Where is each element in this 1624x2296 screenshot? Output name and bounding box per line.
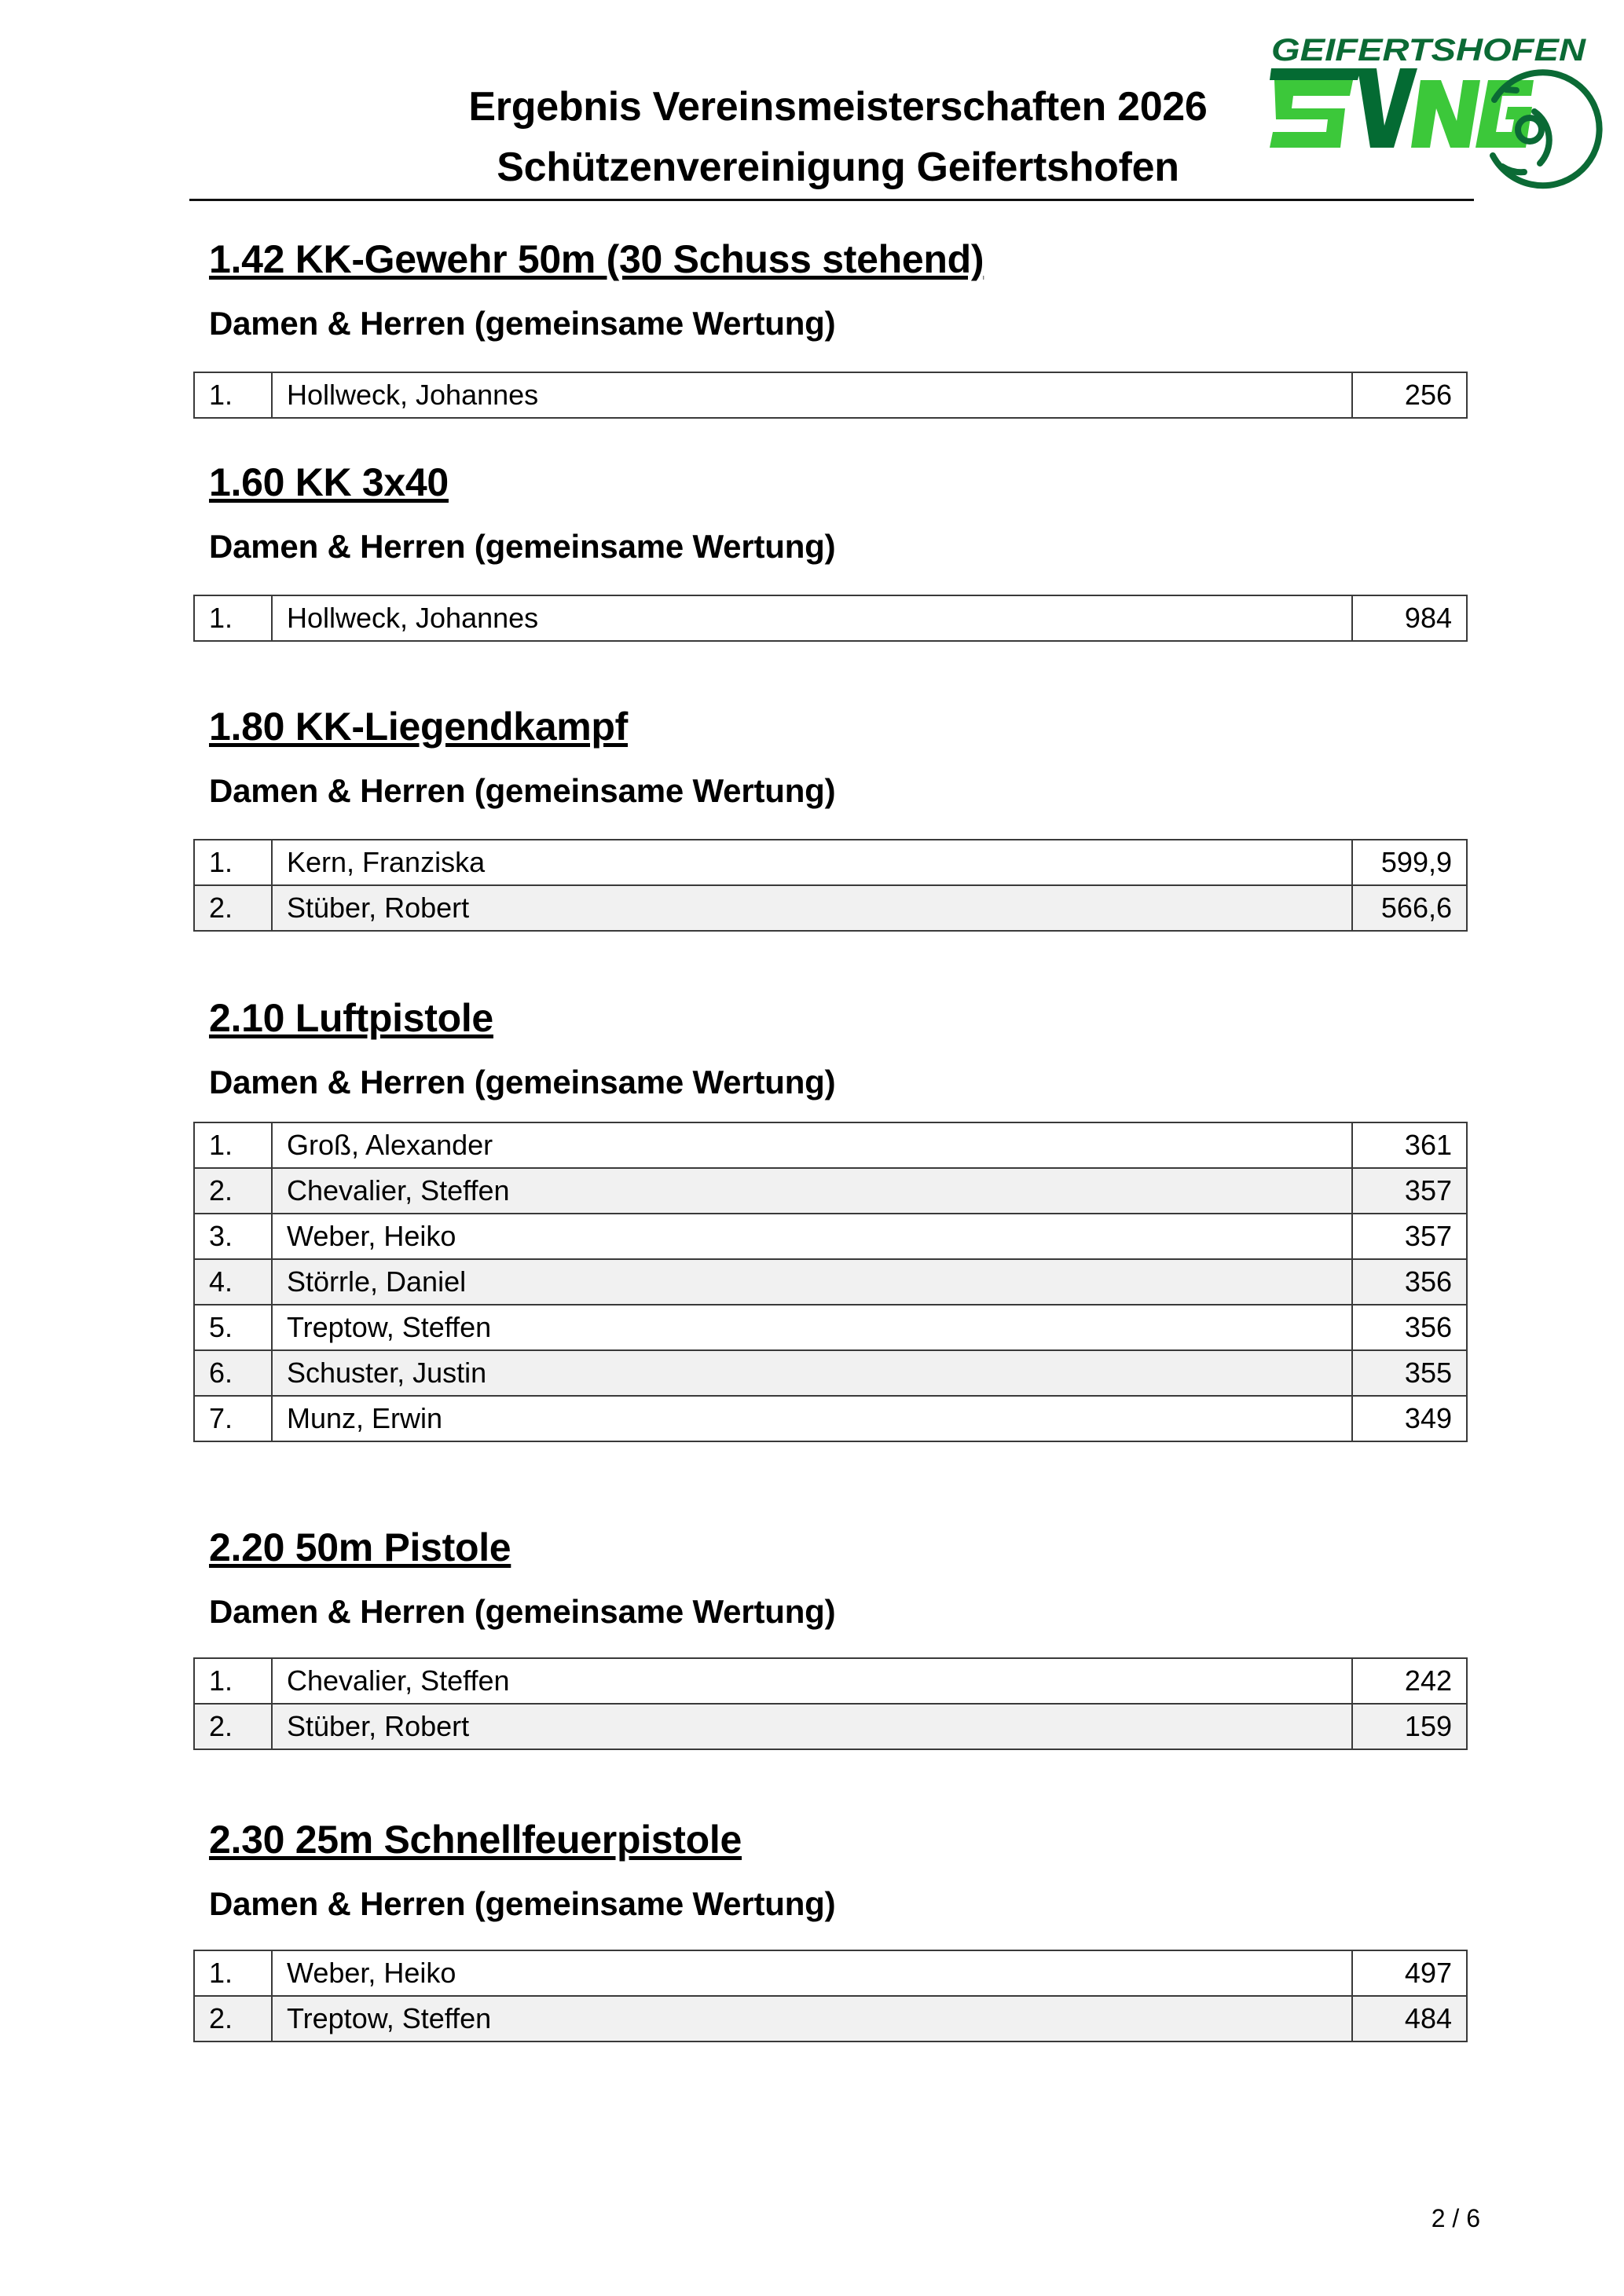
score-cell: 159 — [1352, 1704, 1467, 1749]
table-row — [194, 1168, 1467, 1214]
document-title: Ergebnis Vereinsmeisterschaften 2026 — [468, 84, 1208, 130]
table-row — [194, 1350, 1467, 1396]
score-cell: 357 — [1352, 1168, 1467, 1214]
table-row — [194, 1305, 1467, 1350]
section-heading: 1.60 KK 3x40 — [209, 460, 449, 504]
score-cell: 355 — [1352, 1350, 1467, 1396]
table-row — [194, 595, 1467, 641]
name-cell: Hollweck, Johannes — [272, 372, 1352, 418]
score-cell: 356 — [1352, 1305, 1467, 1350]
section-subheading: Damen & Herren (gemeinsame Wertung) — [209, 772, 836, 809]
name-cell: Kern, Franziska — [272, 840, 1352, 885]
rank-cell: 2. — [194, 885, 272, 931]
score-cell: 484 — [1352, 1996, 1467, 2041]
table-row — [194, 1996, 1467, 2041]
section-subheading: Damen & Herren (gemeinsame Wertung) — [209, 1064, 836, 1100]
section-heading: 2.30 25m Schnellfeuerpistole — [209, 1818, 742, 1862]
table-row — [194, 372, 1467, 418]
rank-cell: 6. — [194, 1350, 272, 1396]
name-cell: Treptow, Steffen — [272, 1996, 1352, 2041]
header-divider — [189, 199, 1474, 201]
logo-top-text: GEIFERTSHOFEN — [1271, 33, 1587, 68]
score-cell: 599,9 — [1352, 840, 1467, 885]
results-table — [193, 839, 1468, 932]
score-cell: 349 — [1352, 1396, 1467, 1441]
club-logo — [1267, 24, 1604, 196]
section-subheading: Damen & Herren (gemeinsame Wertung) — [209, 528, 836, 565]
score-cell: 984 — [1352, 595, 1467, 641]
results-table — [193, 595, 1468, 642]
results-table — [193, 1950, 1468, 2042]
name-cell: Chevalier, Steffen — [272, 1168, 1352, 1214]
rank-cell: 5. — [194, 1305, 272, 1350]
table-row — [194, 1704, 1467, 1749]
section-heading: 1.80 KK-Liegendkampf — [209, 705, 629, 749]
section-subheading: Damen & Herren (gemeinsame Wertung) — [209, 1593, 836, 1630]
score-cell: 256 — [1352, 372, 1467, 418]
table-row — [194, 1658, 1467, 1704]
rank-cell: 2. — [194, 1168, 272, 1214]
rank-cell: 1. — [194, 1122, 272, 1168]
section-heading: 1.42 KK-Gewehr 50m (30 Schuss stehend) — [209, 237, 984, 281]
score-cell: 566,6 — [1352, 885, 1467, 931]
name-cell: Stüber, Robert — [272, 1704, 1352, 1749]
table-row — [194, 1396, 1467, 1441]
results-table — [193, 1657, 1468, 1750]
name-cell: Weber, Heiko — [272, 1950, 1352, 1996]
table-row — [194, 1122, 1467, 1168]
section-heading: 2.20 50m Pistole — [209, 1525, 511, 1569]
table-row — [194, 885, 1467, 931]
table-row — [194, 840, 1467, 885]
score-cell: 497 — [1352, 1950, 1467, 1996]
rank-cell: 3. — [194, 1214, 272, 1259]
rank-cell: 2. — [194, 1996, 272, 2041]
rank-cell: 1. — [194, 840, 272, 885]
table-row — [194, 1259, 1467, 1305]
rank-cell: 1. — [194, 1950, 272, 1996]
name-cell: Weber, Heiko — [272, 1214, 1352, 1259]
rank-cell: 2. — [194, 1704, 272, 1749]
score-cell: 356 — [1352, 1259, 1467, 1305]
rank-cell: 7. — [194, 1396, 272, 1441]
rank-cell: 1. — [194, 372, 272, 418]
name-cell: Treptow, Steffen — [272, 1305, 1352, 1350]
name-cell: Chevalier, Steffen — [272, 1658, 1352, 1704]
rank-cell: 1. — [194, 1658, 272, 1704]
page-number: 2 / 6 — [1431, 2204, 1480, 2232]
score-cell: 361 — [1352, 1122, 1467, 1168]
name-cell: Hollweck, Johannes — [272, 595, 1352, 641]
score-cell: 242 — [1352, 1658, 1467, 1704]
section-heading: 2.10 Luftpistole — [209, 996, 493, 1040]
results-table — [193, 1122, 1468, 1442]
table-row — [194, 1214, 1467, 1259]
rank-cell: 4. — [194, 1259, 272, 1305]
section-subheading: Damen & Herren (gemeinsame Wertung) — [209, 1885, 836, 1922]
table-row — [194, 1950, 1467, 1996]
target-icon — [1493, 72, 1600, 185]
rank-cell: 1. — [194, 595, 272, 641]
name-cell: Munz, Erwin — [272, 1396, 1352, 1441]
name-cell: Schuster, Justin — [272, 1350, 1352, 1396]
section-subheading: Damen & Herren (gemeinsame Wertung) — [209, 305, 836, 342]
club-name: Schützenvereinigung Geifertshofen — [497, 145, 1179, 190]
name-cell: Störrle, Daniel — [272, 1259, 1352, 1305]
score-cell: 357 — [1352, 1214, 1467, 1259]
name-cell: Stüber, Robert — [272, 885, 1352, 931]
results-table — [193, 372, 1468, 419]
name-cell: Groß, Alexander — [272, 1122, 1352, 1168]
